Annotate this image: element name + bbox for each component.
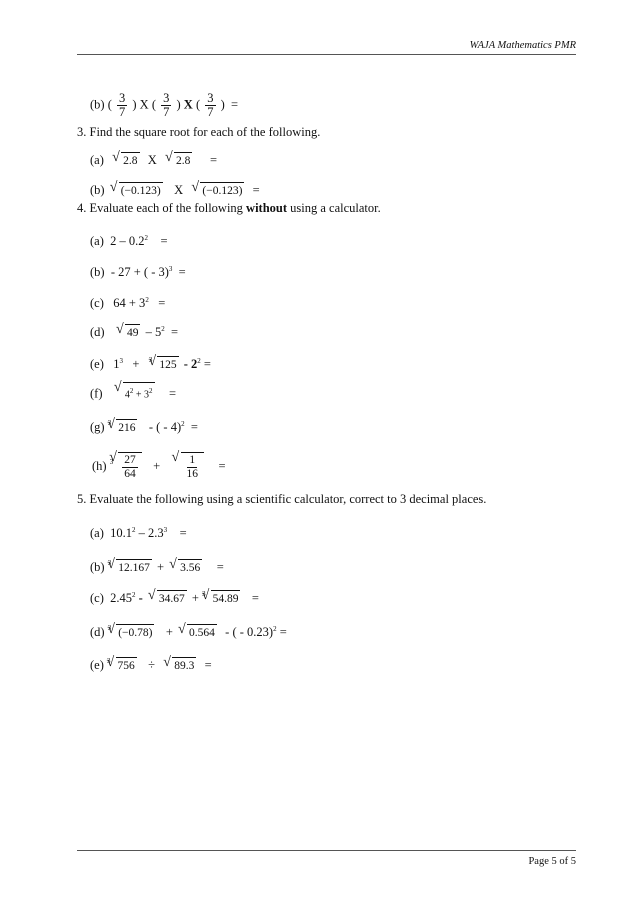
footer-page-number: Page 5 of 5 bbox=[528, 856, 576, 867]
fraction: $\frac{3}{7}$ bbox=[119, 91, 126, 119]
sqrt-expression: √ 89.3 bbox=[163, 657, 196, 674]
q3a-line: (a) √ 2.8 X √ 2.8 = bbox=[90, 152, 217, 169]
cube-root-expression: √ 54.89 bbox=[202, 590, 241, 607]
sqrt-expression: √ 0.564 bbox=[178, 624, 217, 641]
sqrt-expression: √ 34.67 bbox=[148, 590, 187, 607]
sqrt-expression: √ $\frac{1}{16}$ bbox=[172, 452, 205, 482]
cube-root-expression: √ 756 bbox=[107, 657, 137, 674]
q3b-line: (b) √ (−0.123) X √ (−0.123) = bbox=[90, 182, 260, 199]
footer-rule bbox=[77, 850, 576, 851]
q4b-line: (b) - 27 + ( - 3)$^3$ = bbox=[90, 265, 186, 280]
cube-root-expression: √ (−0.78) bbox=[107, 624, 154, 641]
cube-root-expression: √ 125 bbox=[148, 356, 178, 373]
q4d-line: (d) √ $49 - 5^2$ = bbox=[90, 321, 178, 341]
cube-root-expression: √ 216 bbox=[107, 419, 137, 436]
cube-root-expression: √ 12.167 bbox=[107, 559, 152, 576]
q4-title: 4. Evaluate each of the following without using a calculator. bbox=[77, 201, 381, 215]
q5-title: 5. Evaluate the following using a scientific calculator, correct to 3 decimal places. bbox=[77, 492, 487, 506]
sqrt-expression: √ (−0.123) bbox=[191, 182, 244, 199]
header-title: WAJA Mathematics PMR bbox=[469, 40, 576, 51]
q4a-line: (a) $2 - 0.2^2$ = bbox=[90, 234, 168, 249]
cube-root-expression: √ $\frac{27}{64}$ bbox=[109, 452, 142, 482]
q5a-line: (a) $10.1^2 - 2.3^3$ = bbox=[90, 526, 187, 541]
q4h-line: (h) $^3$ √ $\frac{27}{64}$ + √ $\frac{1}{16}$ = bbox=[92, 452, 226, 482]
q5b-line: (b) $^3$√ 12.167 + √ 3.56 = bbox=[90, 555, 224, 576]
q4g-line: (g) $^3$√ 216 - ( - 4)$^2$ = bbox=[90, 415, 198, 436]
q5d-line: (d) $^3$√ (−0.78) + √ 0.564 - ( - 0.23)$^2$ = bbox=[90, 620, 287, 641]
q2b-line: (b) ( $\frac{3}{7}$ ) X ( $\frac{3}{7}$ ) X ( $\frac{3}{7}$ ) = bbox=[90, 91, 239, 119]
q2b-label: (b) bbox=[90, 97, 105, 112]
fraction: $\frac{3}{7}$ bbox=[207, 91, 214, 119]
q4e-line: (e) $1^3$ + $^3$√ $125 - 2^2$ = bbox=[90, 352, 211, 373]
sqrt-expression: √ 2.8 bbox=[112, 152, 139, 169]
q5e-line: (e) $^3$√ 756 ÷ √ 89.3 = bbox=[90, 653, 212, 674]
sqrt-expression: √ (−0.123) bbox=[110, 182, 163, 199]
sqrt-expression: √ $4^2 + 3^2$ bbox=[114, 382, 155, 403]
sqrt-expression: √ 2.8 bbox=[165, 152, 192, 169]
q4c-line: (c) $64 + 3^2$ = bbox=[90, 296, 166, 311]
q5c-line: (c) 2.45$^2$ - √ 34.67 + $^3$√ 54.89 = bbox=[90, 586, 259, 607]
sqrt-expression: √ 3.56 bbox=[169, 559, 202, 576]
header-rule bbox=[77, 54, 576, 55]
fraction: $\frac{3}{7}$ bbox=[163, 91, 170, 119]
sqrt-expression: √ 49 bbox=[116, 324, 141, 341]
q3-title: 3. Find the square root for each of the following. bbox=[77, 125, 321, 139]
q4f-line: (f) √ $4^2 + 3^2$ = bbox=[90, 382, 176, 403]
